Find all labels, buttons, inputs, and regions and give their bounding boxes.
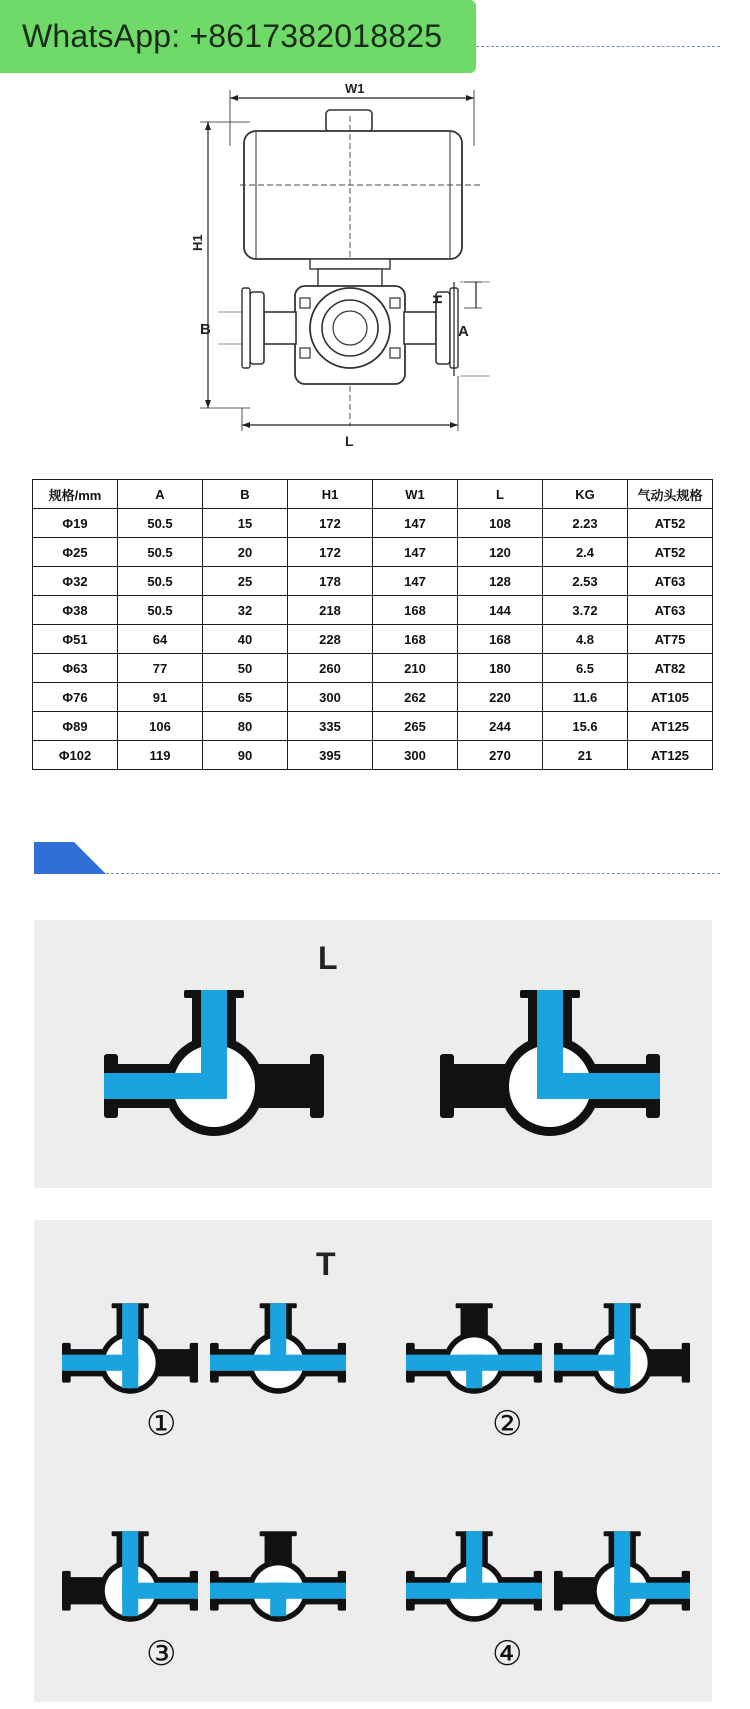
table-cell: 168 [373, 625, 458, 654]
table-cell: 6.5 [543, 654, 628, 683]
table-cell: 2.23 [543, 509, 628, 538]
table-cell: 15 [203, 509, 288, 538]
table-cell: 168 [373, 596, 458, 625]
table-cell: 178 [288, 567, 373, 596]
group-number-3: ③ [146, 1634, 177, 1674]
table-cell: AT82 [628, 654, 713, 683]
table-cell: 2.4 [543, 538, 628, 567]
header-divider [476, 46, 720, 47]
table-row [33, 712, 713, 741]
table-cell: AT52 [628, 509, 713, 538]
table-cell: 244 [458, 712, 543, 741]
header-cell: 规格/mm [33, 480, 118, 509]
t-port-title: T [316, 1246, 336, 1282]
t-valve-1a [62, 1302, 198, 1407]
group-number-2: ② [492, 1404, 523, 1444]
t-valve-4b [554, 1530, 690, 1635]
table-cell: 147 [373, 567, 458, 596]
group-number-1: ① [146, 1404, 177, 1444]
table-cell: 218 [288, 596, 373, 625]
table-cell: 300 [288, 683, 373, 712]
table-cell: 265 [373, 712, 458, 741]
header-cell: B [203, 480, 288, 509]
header-cell: H1 [288, 480, 373, 509]
header-cell: W1 [373, 480, 458, 509]
header-cell: 气动头规格 [628, 480, 713, 509]
table-row [33, 538, 713, 567]
table-cell: 77 [118, 654, 203, 683]
table-cell: 90 [203, 741, 288, 770]
table-cell: Φ63 [33, 654, 118, 683]
table-cell: Φ32 [33, 567, 118, 596]
table-cell: 4.8 [543, 625, 628, 654]
dim-label-h1: H1 [190, 234, 205, 251]
l-port-title: L [318, 940, 338, 976]
table-cell: AT125 [628, 712, 713, 741]
table-cell: Φ25 [33, 538, 118, 567]
table-cell: 147 [373, 509, 458, 538]
whatsapp-banner [0, 0, 476, 73]
table-cell: Φ76 [33, 683, 118, 712]
table-cell: 50.5 [118, 596, 203, 625]
t-valve-2a [406, 1302, 542, 1407]
table-cell: 32 [203, 596, 288, 625]
table-cell: AT63 [628, 596, 713, 625]
spec-table [32, 479, 713, 770]
table-cell: 108 [458, 509, 543, 538]
header-cell: KG [543, 480, 628, 509]
table-cell: 15.6 [543, 712, 628, 741]
whatsapp-contact-text: WhatsApp: +8617382018825 [22, 18, 443, 54]
table-row [33, 683, 713, 712]
table-cell: 395 [288, 741, 373, 770]
table-cell: Φ38 [33, 596, 118, 625]
group-number-4: ④ [492, 1634, 523, 1674]
table-cell: 2.53 [543, 567, 628, 596]
table-cell: 144 [458, 596, 543, 625]
t-valve-4a [406, 1530, 542, 1635]
table-cell: 91 [118, 683, 203, 712]
table-cell: 80 [203, 712, 288, 741]
table-row [33, 654, 713, 683]
table-cell: 25 [203, 567, 288, 596]
table-header-row [33, 480, 713, 509]
valve-dimension-drawing [180, 76, 540, 456]
table-cell: 180 [458, 654, 543, 683]
header-cell: A [118, 480, 203, 509]
table-cell: Φ51 [33, 625, 118, 654]
t-valve-2b [554, 1302, 690, 1407]
table-cell: 270 [458, 741, 543, 770]
t-valve-3a [62, 1530, 198, 1635]
table-cell: 50.5 [118, 567, 203, 596]
table-cell: AT63 [628, 567, 713, 596]
table-cell: 172 [288, 509, 373, 538]
table-cell: 168 [458, 625, 543, 654]
table-cell: 40 [203, 625, 288, 654]
table-cell: 64 [118, 625, 203, 654]
table-cell: 128 [458, 567, 543, 596]
table-cell: 300 [373, 741, 458, 770]
dim-label-a: A [458, 323, 469, 340]
table-cell: 119 [118, 741, 203, 770]
table-cell: 20 [203, 538, 288, 567]
table-cell: 228 [288, 625, 373, 654]
table-cell: 172 [288, 538, 373, 567]
table-cell: 50.5 [118, 538, 203, 567]
table-cell: 147 [373, 538, 458, 567]
table-cell: Φ19 [33, 509, 118, 538]
table-cell: 65 [203, 683, 288, 712]
table-cell: Φ89 [33, 712, 118, 741]
table-cell: 50 [203, 654, 288, 683]
table-cell: 260 [288, 654, 373, 683]
header-cell: L [458, 480, 543, 509]
table-cell: Φ102 [33, 741, 118, 770]
t-valve-3b [210, 1530, 346, 1635]
dim-label-h: H [430, 294, 445, 304]
table-cell: 210 [373, 654, 458, 683]
table-cell: 50.5 [118, 509, 203, 538]
table-cell: AT52 [628, 538, 713, 567]
dim-label-b: B [200, 321, 211, 338]
dim-label-w1: W1 [345, 81, 365, 96]
table-cell: 3.72 [543, 596, 628, 625]
table-cell: 106 [118, 712, 203, 741]
table-cell: AT75 [628, 625, 713, 654]
table-row [33, 567, 713, 596]
table-cell: 335 [288, 712, 373, 741]
l-valve-right-flow [440, 988, 660, 1158]
table-cell: 120 [458, 538, 543, 567]
section-divider [106, 873, 720, 874]
table-cell: 220 [458, 683, 543, 712]
table-cell: AT105 [628, 683, 713, 712]
section-tab-marker [34, 842, 106, 874]
l-valve-left-flow [104, 988, 324, 1158]
t-valve-1b [210, 1302, 346, 1407]
table-row [33, 596, 713, 625]
table-row [33, 625, 713, 654]
table-row [33, 509, 713, 538]
dim-label-l: L [345, 433, 354, 449]
table-cell: 21 [543, 741, 628, 770]
table-cell: 262 [373, 683, 458, 712]
table-row [33, 741, 713, 770]
table-cell: AT125 [628, 741, 713, 770]
table-cell: 11.6 [543, 683, 628, 712]
